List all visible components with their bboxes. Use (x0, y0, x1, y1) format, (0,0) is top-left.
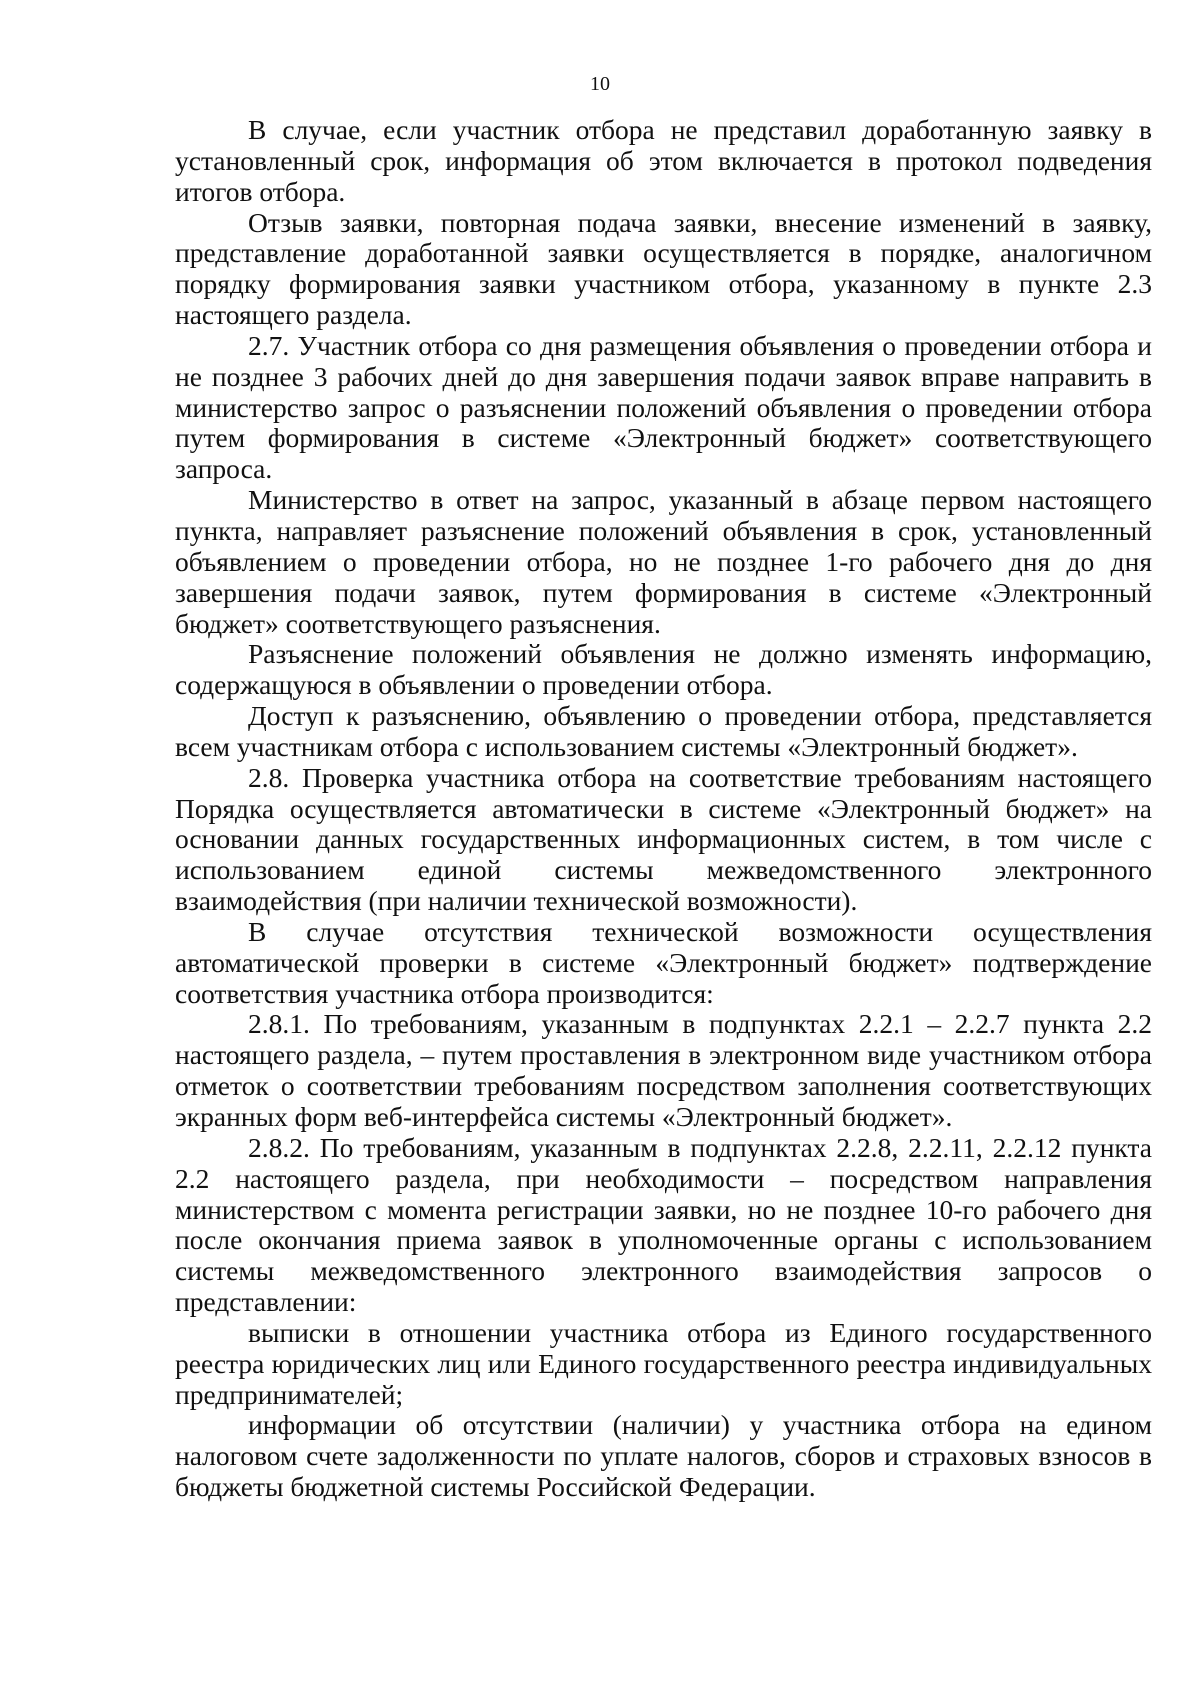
paragraph: 2.8.1. По требованиям, указанным в подпунктах 2.2.1 – 2.2.7 пункта 2.2 настоящего раздела, – путем проставления в электронном виде участником отбора отметок о соответствии требованиям посредством заполнения соответствующих экранных форм веб-интерфейса системы «Электронный бюджет». (175, 1008, 1152, 1132)
paragraph: 2.8. Проверка участника отбора на соответствие требованиям настоящего Порядка осуществляется автоматически в системе «Электронный бюджет» на основании данных государственных информационных систем, в том числе с использованием единой системы межведомственного электронного взаимодействия (при наличии технической возможности). (175, 761, 1152, 917)
paragraph: В случае, если участник отбора не представил доработанную заявку в установленный срок, информация об этом включается в протокол подведения итогов отбора. (175, 114, 1152, 207)
paragraph: информации об отсутствии (наличии) у участника отбора на едином налоговом счете задолженности по уплате налогов, сборов и страховых взносов в бюджеты бюджетной системы Российской Федерации. (175, 1409, 1152, 1503)
paragraph: Отзыв заявки, повторная подача заявки, внесение изменений в заявку, представление доработанной заявки осуществляется в порядке, аналогичном порядку формирования заявки участником отбора, указанному в пункте 2.3 настоящего раздела. (175, 206, 1152, 331)
paragraph: 2.8.2. По требованиям, указанным в подпунктах 2.2.8, 2.2.11, 2.2.12 пункта 2.2 настоящего раздела, при необходимости – посредством направления министерством с момента регистрации заявки, но не позднее 10-го рабочего дня после окончания приема заявок в уполномоченные органы с использованием системы межведомственного электронного взаимодействия запросов о представлении: (175, 1131, 1152, 1318)
paragraph: В случае отсутствия технической возможности осуществления автоматической проверки в системе «Электронный бюджет» подтверждение соответствия участника отбора производится: (175, 915, 1152, 1009)
paragraph: Доступ к разъяснению, объявлению о проведении отбора, представляется всем участникам отбора с использованием системы «Электронный бюджет». (175, 700, 1152, 762)
paragraph: Разъяснение положений объявления не должно изменять информацию, содержащуюся в объявлении о проведении отбора. (175, 638, 1152, 701)
document-body (175, 115, 1152, 1503)
page-number: 10 (590, 73, 610, 95)
paragraph: 2.7. Участник отбора со дня размещения объявления о проведении отбора и не позднее 3 рабочих дней до дня завершения подачи заявок вправе направить в министерство запрос о разъяснении положений объявления о проведении отбора путем формирования в системе «Электронный бюджет» соответствующего запроса. (175, 329, 1152, 485)
paragraph: выписки в отношении участника отбора из Единого государственного реестра юридических лиц или Единого государственного реестра индивидуальных предпринимателей; (175, 1316, 1152, 1410)
paragraph: Министерство в ответ на запрос, указанный в абзаце первом настоящего пункта, направляет разъяснение положений объявления в срок, установленный объявлением о проведении отбора, но не позднее 1-го рабочего дня до дня завершения подачи заявок, путем формирования в системе «Электронный бюджет» соответствующего разъяснения. (175, 484, 1152, 639)
